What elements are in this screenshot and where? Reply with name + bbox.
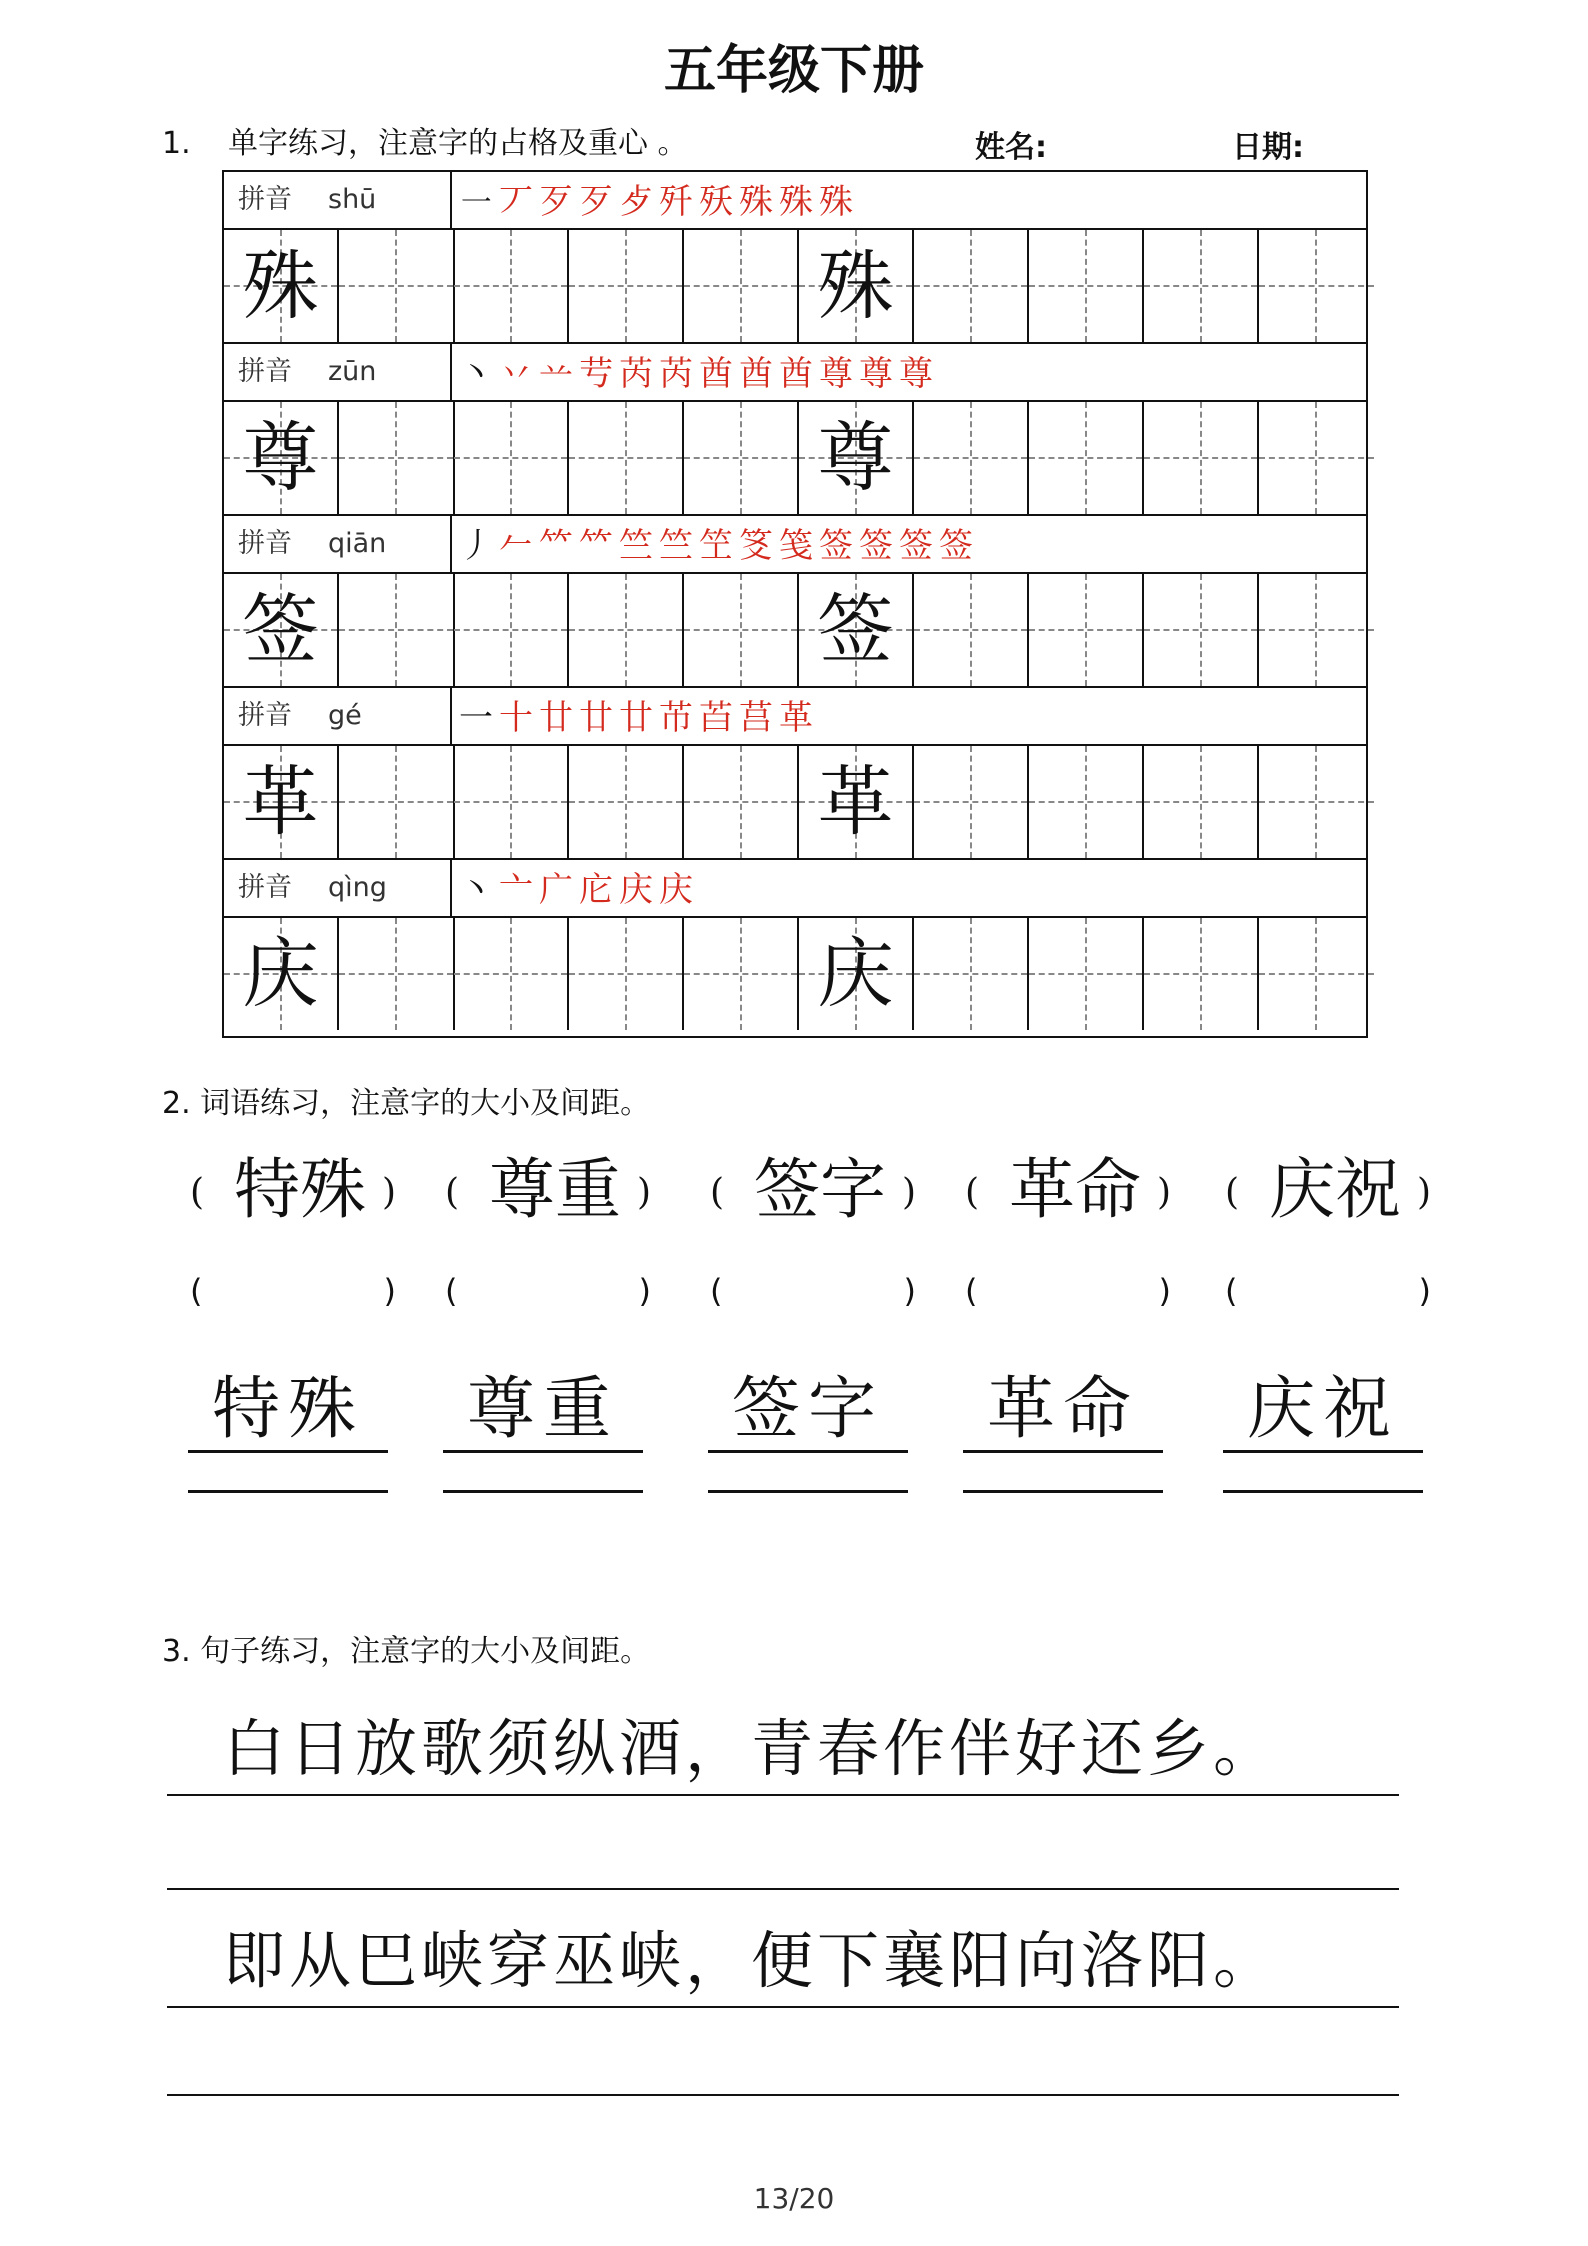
word-in-parentheses [190, 1150, 410, 1250]
practice-cell[interactable] [454, 402, 569, 514]
stroke-step: 𥫗 [539, 526, 573, 566]
pinyin-text: qiān [328, 528, 387, 559]
sentence-line-1: 白日放歌须纵酒，青春作伴好还乡。 [167, 1706, 1399, 1796]
stroke-step: 廿 [579, 698, 613, 738]
right-paren: ) [383, 1272, 396, 1310]
right-paren: ) [1156, 1172, 1171, 1213]
stroke-step: 殊 [779, 182, 813, 222]
blank-writing-line-1[interactable] [167, 1800, 1399, 1890]
practice-cell[interactable] [1029, 230, 1144, 342]
section1-instruction: 单字练习，注意字的占格及重心 。 [228, 126, 688, 161]
stroke-order [456, 178, 856, 226]
stroke-step: 尊 [859, 354, 893, 394]
section1-number: 1. [162, 126, 191, 161]
pinyin-text: qìng [328, 872, 387, 903]
model-character: 革 [817, 757, 894, 846]
pinyin-label-text: 拼音 [238, 356, 292, 387]
word-text: 特殊 [234, 1151, 366, 1228]
stroke-step: 庆 [619, 870, 653, 910]
stroke-step: 歹 [579, 182, 613, 222]
practice-cell[interactable] [454, 746, 569, 858]
word-text: 庆祝 [1269, 1151, 1401, 1228]
stroke-step: 十 [499, 698, 533, 738]
stroke-step: 歺 [619, 182, 653, 222]
stroke-step: 丷 [499, 354, 533, 394]
stroke-step: 苩 [699, 698, 733, 738]
word-on-line: 革命 [963, 1370, 1163, 1453]
empty-parentheses[interactable] [1225, 1272, 1445, 1316]
practice-cell[interactable] [569, 746, 684, 858]
stroke-step: 芇 [659, 698, 693, 738]
model-character: 庆 [242, 929, 319, 1018]
practice-cell[interactable] [1259, 746, 1374, 858]
practice-cell[interactable] [684, 574, 799, 686]
empty-parentheses[interactable] [190, 1272, 410, 1316]
pinyin-label [224, 688, 452, 744]
practice-cell[interactable] [684, 402, 799, 514]
practice-cell[interactable] [339, 230, 455, 342]
stroke-order [456, 350, 936, 398]
stroke-step: 广 [539, 870, 573, 910]
practice-cell[interactable] [569, 230, 684, 342]
practice-cell[interactable] [914, 402, 1029, 514]
stroke-step: 芮 [619, 354, 653, 394]
stroke-step: 签 [939, 526, 973, 566]
empty-parentheses[interactable] [445, 1272, 665, 1316]
sentence-line-2: 即从巴峡穿巫峡，便下襄阳向洛阳。 [167, 1918, 1399, 2008]
practice-cell[interactable] [454, 574, 569, 686]
left-paren: ( [710, 1172, 725, 1213]
stroke-step: 庀 [579, 870, 613, 910]
character-row [224, 574, 1366, 688]
page-indicator: 13/20 [753, 2182, 835, 2215]
model-character: 庆 [817, 929, 894, 1018]
word-text: 签字 [754, 1151, 886, 1228]
blank-writing-line-2[interactable] [167, 2006, 1399, 2096]
stroke-step: 莒 [739, 698, 773, 738]
left-paren: ( [965, 1172, 980, 1213]
practice-cell[interactable] [1144, 574, 1259, 686]
character-row [224, 918, 1366, 1032]
model-character-cell [799, 746, 914, 858]
pinyin-row [224, 516, 1366, 574]
practice-cell[interactable] [339, 918, 455, 1030]
section3-instruction: 3. 句子练习，注意字的大小及间距。 [162, 1634, 651, 1669]
pinyin-label-text: 拼音 [238, 184, 292, 215]
left-paren: ( [445, 1172, 460, 1213]
pinyin-row [224, 344, 1366, 402]
practice-cell[interactable] [1259, 918, 1374, 1030]
word-in-parentheses [710, 1150, 930, 1250]
practice-cell[interactable] [1259, 574, 1374, 686]
right-paren: ) [903, 1272, 916, 1310]
practice-cell[interactable] [1259, 230, 1374, 342]
stroke-order [456, 522, 976, 570]
practice-cell[interactable] [1144, 746, 1259, 858]
word-on-line: 尊重 [443, 1370, 643, 1453]
practice-cell[interactable] [684, 230, 799, 342]
pinyin-text: zūn [328, 356, 377, 387]
blank-word-line[interactable] [188, 1490, 388, 1493]
model-character-cell [224, 402, 339, 514]
practice-cell[interactable] [914, 230, 1029, 342]
blank-word-line[interactable] [963, 1490, 1163, 1493]
stroke-step: 尊 [899, 354, 933, 394]
practice-cell[interactable] [914, 746, 1029, 858]
model-character-cell [799, 230, 914, 342]
stroke-step: 笅 [739, 526, 773, 566]
practice-cell[interactable] [454, 918, 569, 1030]
page-title: 五年级下册 [663, 41, 924, 101]
practice-cell[interactable] [1144, 230, 1259, 342]
word-text: 尊重 [489, 1151, 621, 1228]
pinyin-text: gé [328, 700, 362, 731]
right-paren: ) [901, 1172, 916, 1213]
practice-cell[interactable] [339, 746, 455, 858]
left-paren: ( [1225, 1172, 1240, 1213]
character-row [224, 746, 1366, 860]
right-paren: ) [1416, 1172, 1431, 1213]
practice-cell[interactable] [569, 918, 684, 1030]
pinyin-text: shū [328, 184, 377, 215]
practice-cell[interactable] [1259, 402, 1374, 514]
stroke-step: 酋 [699, 354, 733, 394]
stroke-step: 廿 [619, 698, 653, 738]
stroke-step: 殀 [699, 182, 733, 222]
word-in-parentheses [1225, 1150, 1445, 1250]
practice-grid [222, 170, 1368, 1038]
practice-cell[interactable] [1029, 746, 1144, 858]
practice-cell[interactable] [1029, 574, 1144, 686]
pinyin-row [224, 860, 1366, 918]
pinyin-label [224, 860, 452, 916]
stroke-step: 𥫗 [579, 526, 613, 566]
stroke-step: 尊 [819, 354, 853, 394]
practice-cell[interactable] [569, 402, 684, 514]
stroke-step: 歹 [539, 182, 573, 222]
pinyin-label [224, 344, 452, 400]
stroke-step: 革 [779, 698, 813, 738]
section2-instruction: 2. 词语练习，注意字的大小及间距。 [162, 1086, 651, 1121]
pinyin-row [224, 688, 1366, 746]
empty-parentheses[interactable] [710, 1272, 930, 1316]
stroke-step: 签 [859, 526, 893, 566]
model-character: 殊 [242, 241, 319, 330]
stroke-step: 歼 [659, 182, 693, 222]
practice-cell[interactable] [1029, 918, 1144, 1030]
practice-cell[interactable] [454, 230, 569, 342]
right-paren: ) [638, 1272, 651, 1310]
word-in-parentheses [965, 1150, 1185, 1250]
model-character: 革 [242, 757, 319, 846]
character-row [224, 230, 1366, 344]
stroke-step: 廿 [539, 698, 573, 738]
model-character-cell [799, 574, 914, 686]
left-paren: ( [445, 1272, 458, 1310]
practice-cell[interactable] [684, 746, 799, 858]
model-character-cell [799, 918, 914, 1030]
pinyin-label-text: 拼音 [238, 528, 292, 559]
model-character-cell [224, 746, 339, 858]
pinyin-label-text: 拼音 [238, 700, 292, 731]
stroke-step: 笁 [699, 526, 733, 566]
stroke-step: ㇐ [459, 182, 493, 222]
stroke-step: 殊 [739, 182, 773, 222]
date-label: 日期: [1232, 130, 1304, 165]
stroke-step: 殊 [819, 182, 853, 222]
stroke-step: 芮 [659, 354, 693, 394]
blank-word-line[interactable] [1223, 1490, 1423, 1493]
right-paren: ) [1158, 1272, 1171, 1310]
pinyin-row [224, 172, 1366, 230]
pinyin-label [224, 516, 452, 572]
model-character: 尊 [817, 413, 894, 502]
stroke-step: 一 [459, 698, 493, 738]
practice-cell[interactable] [1144, 918, 1259, 1030]
right-paren: ) [1418, 1272, 1431, 1310]
stroke-step: 丶 [459, 870, 493, 910]
left-paren: ( [190, 1272, 203, 1310]
stroke-step: 竺 [619, 526, 653, 566]
practice-cell[interactable] [914, 918, 1029, 1030]
stroke-step: 亠 [499, 870, 533, 910]
stroke-step: 酋 [739, 354, 773, 394]
model-character-cell [224, 918, 339, 1030]
stroke-step: 笺 [779, 526, 813, 566]
name-label: 姓名: [975, 130, 1047, 165]
practice-cell[interactable] [1144, 402, 1259, 514]
stroke-step: 䒓 [579, 354, 613, 394]
model-character-cell [224, 230, 339, 342]
model-character-cell [799, 402, 914, 514]
stroke-step: 竺 [659, 526, 693, 566]
stroke-step: 𠂉 [499, 526, 533, 566]
stroke-step: 签 [899, 526, 933, 566]
practice-cell[interactable] [569, 574, 684, 686]
stroke-step: 䒑 [539, 354, 573, 394]
stroke-step: 丶 [459, 354, 493, 394]
model-character-cell [224, 574, 339, 686]
pinyin-label-text: 拼音 [238, 872, 292, 903]
practice-cell[interactable] [684, 918, 799, 1030]
left-paren: ( [1225, 1272, 1238, 1310]
stroke-order [456, 866, 696, 914]
model-character: 签 [817, 585, 894, 674]
word-text: 革命 [1009, 1151, 1141, 1228]
model-character: 尊 [242, 413, 319, 502]
stroke-step: 签 [819, 526, 853, 566]
left-paren: ( [710, 1272, 723, 1310]
left-paren: ( [965, 1272, 978, 1310]
model-character: 签 [242, 585, 319, 674]
right-paren: ) [381, 1172, 396, 1213]
practice-cell[interactable] [339, 402, 455, 514]
blank-word-line[interactable] [708, 1490, 908, 1493]
left-paren: ( [190, 1172, 205, 1213]
pinyin-label [224, 172, 452, 228]
stroke-order [456, 694, 816, 742]
stroke-step: 丿 [459, 526, 493, 566]
stroke-step: 丆 [499, 182, 533, 222]
character-row [224, 402, 1366, 516]
word-in-parentheses [445, 1150, 665, 1250]
word-on-line: 特殊 [188, 1370, 388, 1453]
section1-heading [162, 118, 688, 162]
right-paren: ) [636, 1172, 651, 1213]
word-on-line: 签字 [708, 1370, 908, 1453]
model-character: 殊 [817, 241, 894, 330]
word-on-line: 庆祝 [1223, 1370, 1423, 1453]
blank-word-line[interactable] [443, 1490, 643, 1493]
empty-parentheses[interactable] [965, 1272, 1185, 1316]
practice-cell[interactable] [339, 574, 455, 686]
stroke-step: 庆 [659, 870, 693, 910]
practice-cell[interactable] [1029, 402, 1144, 514]
stroke-step: 酋 [779, 354, 813, 394]
practice-cell[interactable] [914, 574, 1029, 686]
